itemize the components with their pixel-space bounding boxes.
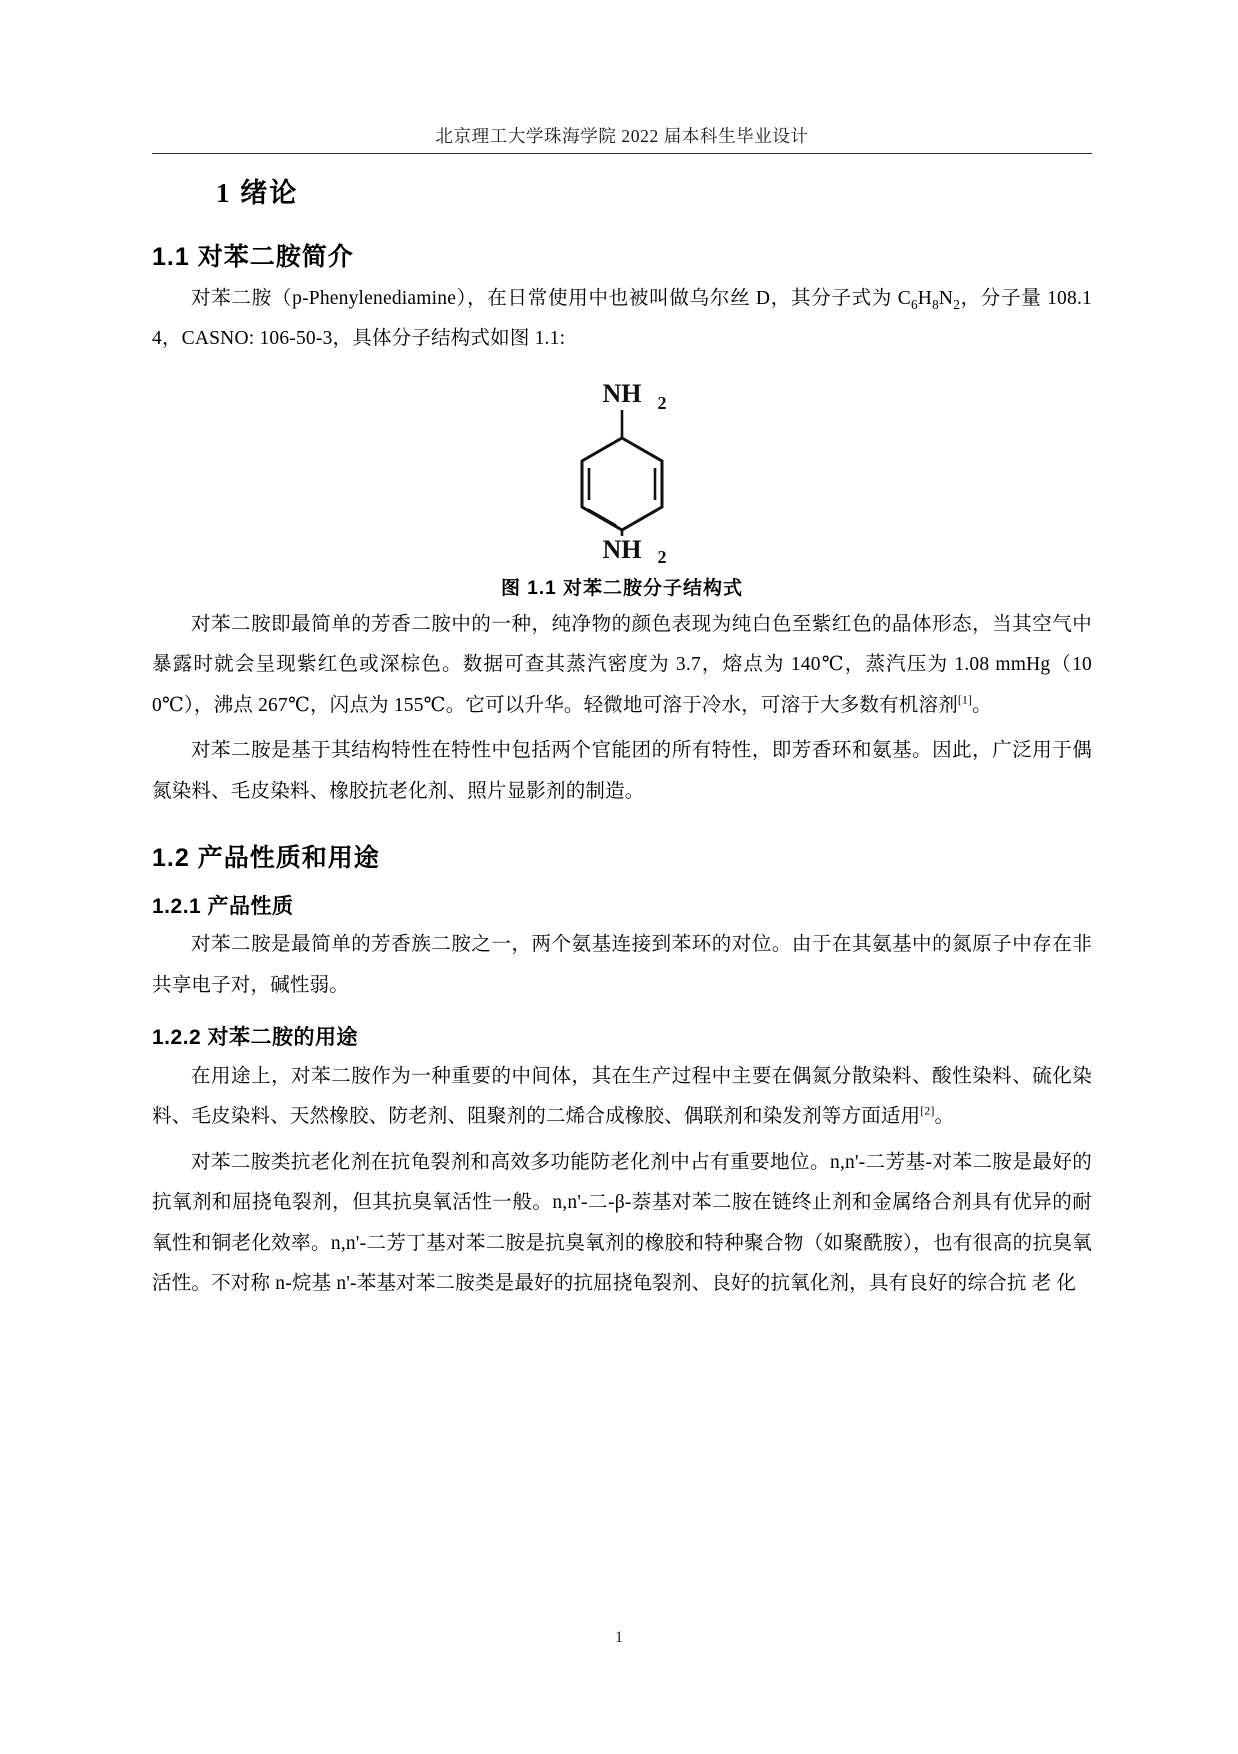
para-text-c: N xyxy=(938,287,954,309)
chapter-title: 1 绪论 xyxy=(216,178,299,208)
citation-ref-1: [1] xyxy=(957,693,973,707)
p-phenylenediamine-structure-icon xyxy=(512,378,732,563)
running-header xyxy=(152,0,1092,154)
para-text-d: ，分子量 108.14，CASNO: 106-50-3，具体分子结构式如图 1.1: xyxy=(152,287,1092,350)
figure-caption: 图 1.1 对苯二胺分子结构式 xyxy=(501,577,743,599)
section-heading-1-2-2: 1.2.2 对苯二胺的用途 xyxy=(152,1026,359,1050)
svg-text:NH: NH xyxy=(602,534,642,563)
page-content xyxy=(152,0,1092,1305)
svg-text:2: 2 xyxy=(657,392,667,413)
para-text-a: 对苯二胺（p-Phenylenediamine），在日常使用中也被叫做乌尔丝 D，其分子式为 C xyxy=(191,287,911,309)
section-heading-1-1: 1.1 对苯二胺简介 xyxy=(152,243,354,272)
paragraph-product-properties: 对苯二胺是最简单的芳香族二胺之一，两个氨基连接到苯环的对位。由于在其氨基中的氮原子中存在非共享电子对，碱性弱。 xyxy=(152,934,1092,996)
para-uses-text: 在用途上，对苯二胺作为一种重要的中间体，其在生产过程中主要在偶氮分散染料、酸性染料、硫化染料、毛皮染料、天然橡胶、防老剂、阻聚剂的二烯合成橡胶、偶联剂和染发剂等方面适用 xyxy=(152,1065,1092,1128)
paragraph-functional-groups: 对苯二胺是基于其结构特性在特性中包括两个官能团的所有特性，即芳香环和氨基。因此，广泛用于偶氮染料、毛皮染料、橡胶抗老化剂、照片显影剂的制造。 xyxy=(152,740,1092,802)
paragraph-properties xyxy=(152,605,1092,727)
para-properties-text: 对苯二胺即最简单的芳香二胺中的一种，纯净物的颜色表现为纯白色至紫红色的晶体形态，当其空气中暴露时就会呈现紫红色或深棕色。数据可查其蒸汽密度为 3.7，熔点为 140℃，蒸汽压为 1.08 mmHg（100℃），沸点 267℃，闪点为 155℃。它可以升华。轻微地可溶于冷水，可溶于大多数有机溶剂 xyxy=(152,613,1092,716)
section-heading-1-2-1: 1.2.1 产品性质 xyxy=(152,894,294,918)
paragraph-intro-formula xyxy=(152,279,1092,360)
section-heading-1-2: 1.2 产品性质和用途 xyxy=(152,844,380,873)
subscript-8: 8 xyxy=(932,296,939,312)
para-properties-tail: 。 xyxy=(972,694,992,716)
svg-text:2: 2 xyxy=(657,546,667,563)
citation-ref-2: [2] xyxy=(920,1104,935,1118)
subscript-6: 6 xyxy=(910,296,918,312)
para-uses-tail: 。 xyxy=(934,1106,955,1128)
subscript-2: 2 xyxy=(953,296,961,312)
page-number: 1 xyxy=(615,1629,623,1646)
svg-text:NH: NH xyxy=(602,378,642,408)
para-text-b: H xyxy=(917,287,933,309)
running-header-title: 北京理工大学珠海学院 2022 届本科生毕业设计 xyxy=(435,126,809,146)
paragraph-uses xyxy=(152,1057,1092,1138)
paragraph-antioxidants: 对苯二胺类抗老化剂在抗龟裂剂和高效多功能防老化剂中占有重要地位。n,n'-二芳基-对苯二胺是最好的抗氧剂和屈挠龟裂剂，但其抗臭氧活性一般。n,n'-二-β-萘基对苯二胺在链终止剂和金属络合剂具有优异的耐氧性和铜老化效率。n,n'-二芳丁基对苯二胺是抗臭氧剂的橡胶和特种聚合物（如聚酰胺），也有很高的抗臭氧活性。不对称 n-烷基 n'-苯基对苯二胺类是最好的抗屈挠龟裂剂、良好的抗氧化剂，具有良好的综合抗 老 化 xyxy=(152,1151,1092,1295)
header-divider xyxy=(152,153,1092,154)
figure-molecular-structure xyxy=(152,378,1092,600)
